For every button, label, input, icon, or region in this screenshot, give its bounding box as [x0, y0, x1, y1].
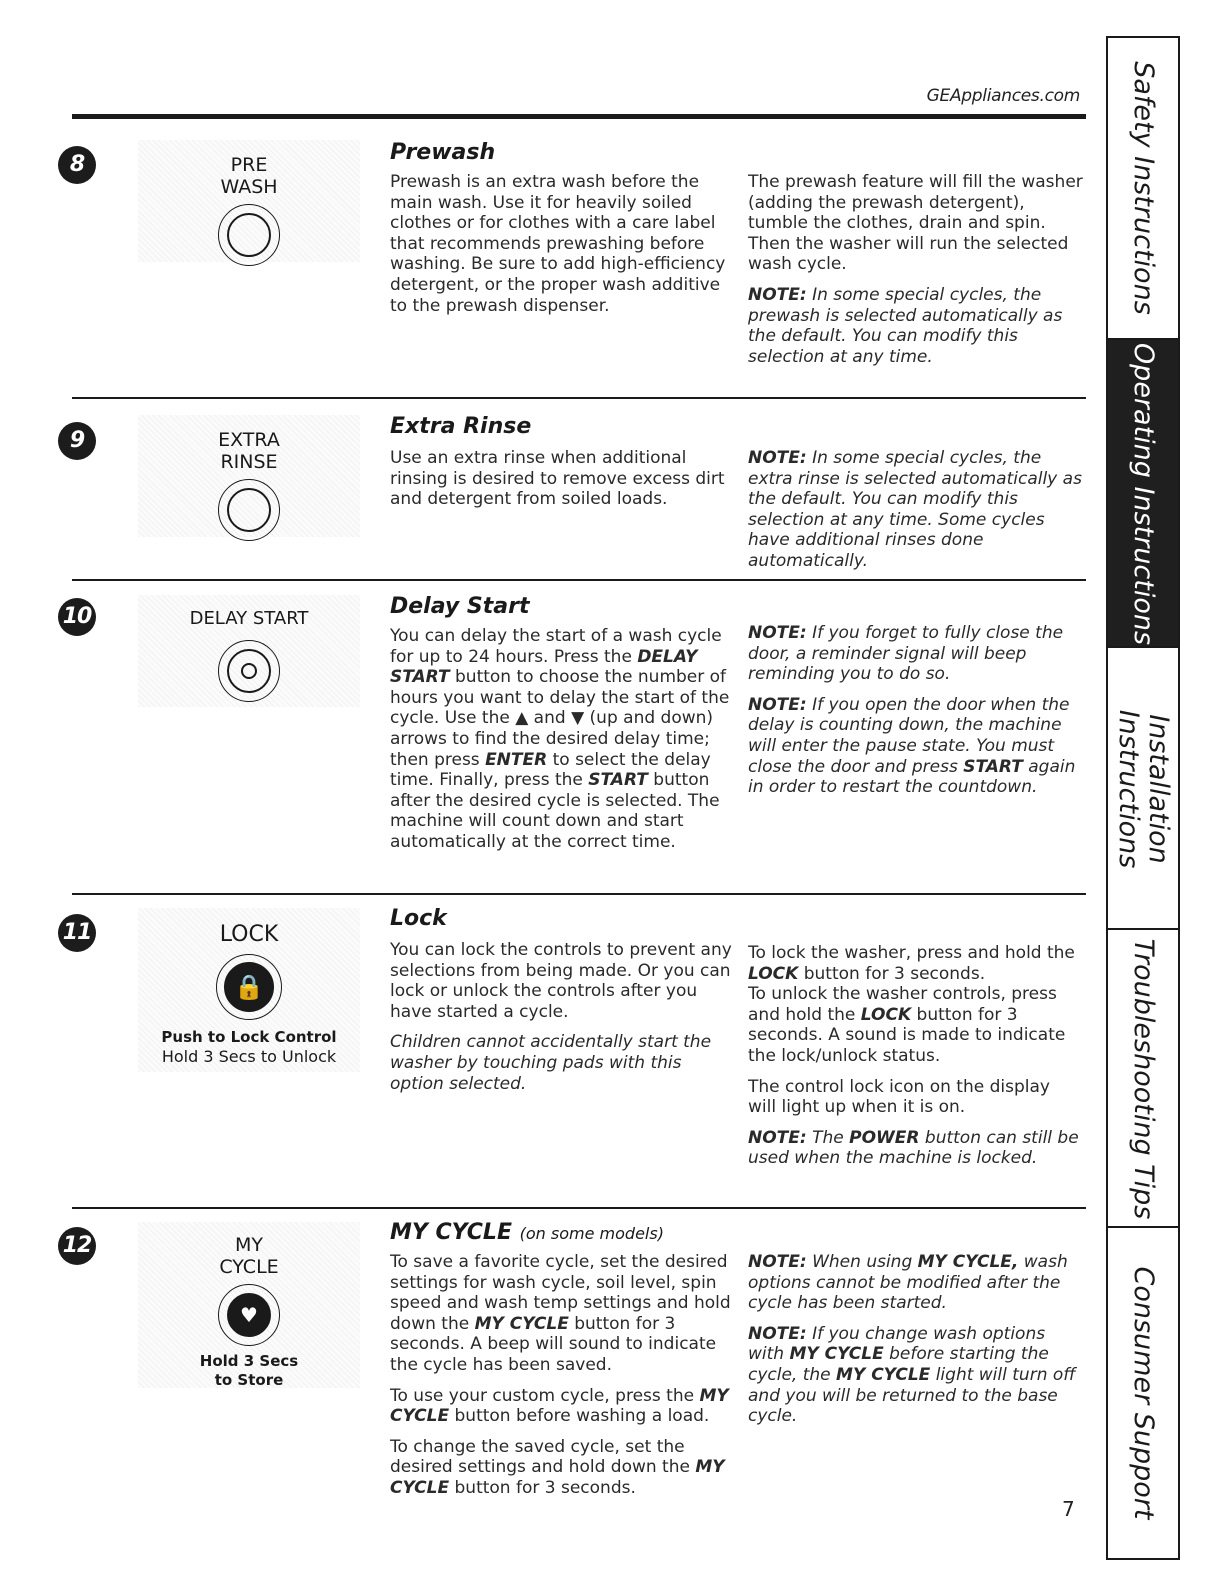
side-tab-label: Safety Instructions [1128, 61, 1159, 315]
prewash-button-icon[interactable] [218, 204, 280, 266]
section-title: Prewash [390, 140, 496, 165]
my-cycle-panel-caption: to Store [214, 1371, 284, 1389]
section-title: Lock [390, 906, 447, 931]
section-number-badge: 8 [58, 146, 96, 184]
delay-start-description: You can delay the start of a wash cycle for up to 24 hours. Press the DELAY START button to choose the number of hours you want to delay the start of the cycle. Use the ▲ and ▼ (up and down) arrows to find the desired delay time; then press ENTER to select the delay time. Finally, press the START button after the desired cycle is selected. The machine will count down and start automatically at the correct time. [390, 626, 730, 852]
side-tab-label: Operating Instructions [1128, 342, 1159, 646]
lock-button-icon[interactable] [216, 954, 282, 1020]
delay-start-button-panel [138, 595, 360, 707]
lock-description: You can lock the controls to prevent any selections from being made. Or you can lock or unlock the controls after you have started a cycle. Children cannot accidentally start the washer by touching pads with this option selected. [390, 940, 732, 1094]
side-tab-installation-instructions[interactable] [1106, 646, 1180, 930]
page-number: 7 [1062, 1497, 1075, 1521]
panel-label: DELAY START [189, 608, 309, 629]
prewash-details: The prewash feature will fill the washer (adding the prewash detergent), tumble the clothes, drain and spin. Then the washer will run the selected wash cycle. NOTE: In some special cycles, the prewash is selected automatically as the default. You can modify this selection at any time. [748, 172, 1083, 367]
delay-start-notes: NOTE: If you forget to fully close the door, a reminder signal will beep reminding you to do so. NOTE: If you open the door when the delay is counting down, the machine will enter the pause state. You must close the door and press START again in order to restart the countdown. [748, 623, 1076, 798]
panel-label: LOCK [219, 922, 279, 947]
section-number-badge: 10 [58, 598, 96, 636]
note-label: NOTE: [748, 1127, 807, 1148]
side-tab-label: Installation Instructions [1113, 709, 1174, 869]
my-cycle-button-icon[interactable] [218, 1284, 280, 1346]
my-cycle-description: To save a favorite cycle, set the desired settings for wash cycle, soil level, spin speed and wash temp settings and hold down the MY CYCLE button for 3 seconds. A beep will sound to indicate the cycle has been saved. To use your custom cycle, press the MY CYCLE button before washing a load. To change the saved cycle, set the desired settings and hold down the MY CYCLE button for 3 seconds. [390, 1252, 731, 1498]
section-number-badge: 9 [58, 422, 96, 460]
prewash-description: Prewash is an extra wash before the main wash. Use it for heavily soiled clothes or for clothes with a care label that recommends prewashing before washing. Be sure to add high-efficiency detergent, or the proper wash additive to the prewash dispenser. [390, 172, 726, 316]
note-label: NOTE: [748, 1252, 807, 1272]
side-tab-label: Troubleshooting Tips [1128, 938, 1159, 1220]
extra-rinse-description: Use an extra rinse when additional rinsing is desired to remove excess dirt and detergent from soiled loads. [390, 448, 725, 510]
site-url: GEAppliances.com [926, 86, 1080, 106]
lock-panel-caption: Push to Lock Control [161, 1028, 337, 1046]
panel-label: MY [235, 1234, 263, 1256]
section-divider [72, 893, 1086, 895]
lock-button-panel [138, 908, 360, 1072]
side-tab-troubleshooting-tips[interactable] [1106, 928, 1180, 1228]
section-divider [72, 579, 1086, 581]
panel-label: PRE [230, 154, 268, 176]
heart-icon: ♥ [240, 1303, 258, 1327]
section-title: Extra Rinse [390, 414, 532, 439]
lock-instructions: To lock the washer, press and hold the LOCK button for 3 seconds. To unlock the washer controls, press and hold the LOCK button for 3 seconds. A sound is made to indicate the lock/unlock status. The control lock icon on the display will light up when it is on. NOTE: The POWER button can still be used when the machine is locked. [748, 943, 1079, 1169]
section-number-badge: 12 [58, 1227, 96, 1265]
my-cycle-panel-caption: Hold 3 Secs [199, 1352, 299, 1370]
panel-label: RINSE [220, 451, 278, 473]
section-number-badge: 11 [58, 914, 96, 952]
extra-rinse-note: NOTE: In some special cycles, the extra rinse is selected automatically as the default. You can modify this selection at any time. Some cycles have additional rinses done automatically. [748, 448, 1082, 571]
extra-rinse-button-panel [138, 415, 360, 537]
section-divider [72, 1207, 1086, 1209]
header-rule [72, 114, 1086, 119]
panel-label: CYCLE [219, 1256, 279, 1278]
note-label: NOTE: [748, 694, 807, 715]
note-label: NOTE: [748, 623, 807, 643]
prewash-button-panel [138, 140, 360, 262]
lock-panel-caption: Hold 3 Secs to Unlock [161, 1047, 337, 1066]
my-cycle-button-panel [138, 1222, 360, 1388]
note-label: NOTE: [748, 1323, 807, 1344]
delay-start-button-icon[interactable] [218, 640, 280, 702]
side-tab-label: Consumer Support [1128, 1266, 1159, 1520]
panel-label: WASH [220, 176, 278, 198]
extra-rinse-button-icon[interactable] [218, 479, 280, 541]
lock-icon: 🔒 [234, 973, 264, 1001]
side-tab-safety-instructions[interactable] [1106, 36, 1180, 338]
panel-label: EXTRA [218, 429, 280, 451]
side-tab-operating-instructions[interactable] [1106, 338, 1180, 648]
section-divider [72, 397, 1086, 399]
note-label: NOTE: [748, 284, 807, 305]
side-tab-consumer-support[interactable] [1106, 1226, 1180, 1560]
my-cycle-notes: NOTE: When using MY CYCLE, wash options cannot be modified after the cycle has been started. NOTE: If you change wash options with MY CYCLE before starting the cycle, the MY CYCLE light will turn off and you will be returned to the base cycle. [748, 1252, 1076, 1427]
section-title: Delay Start [390, 594, 530, 619]
note-label: NOTE: [748, 448, 807, 468]
section-title: MY CYCLE (on some models) [390, 1220, 664, 1245]
